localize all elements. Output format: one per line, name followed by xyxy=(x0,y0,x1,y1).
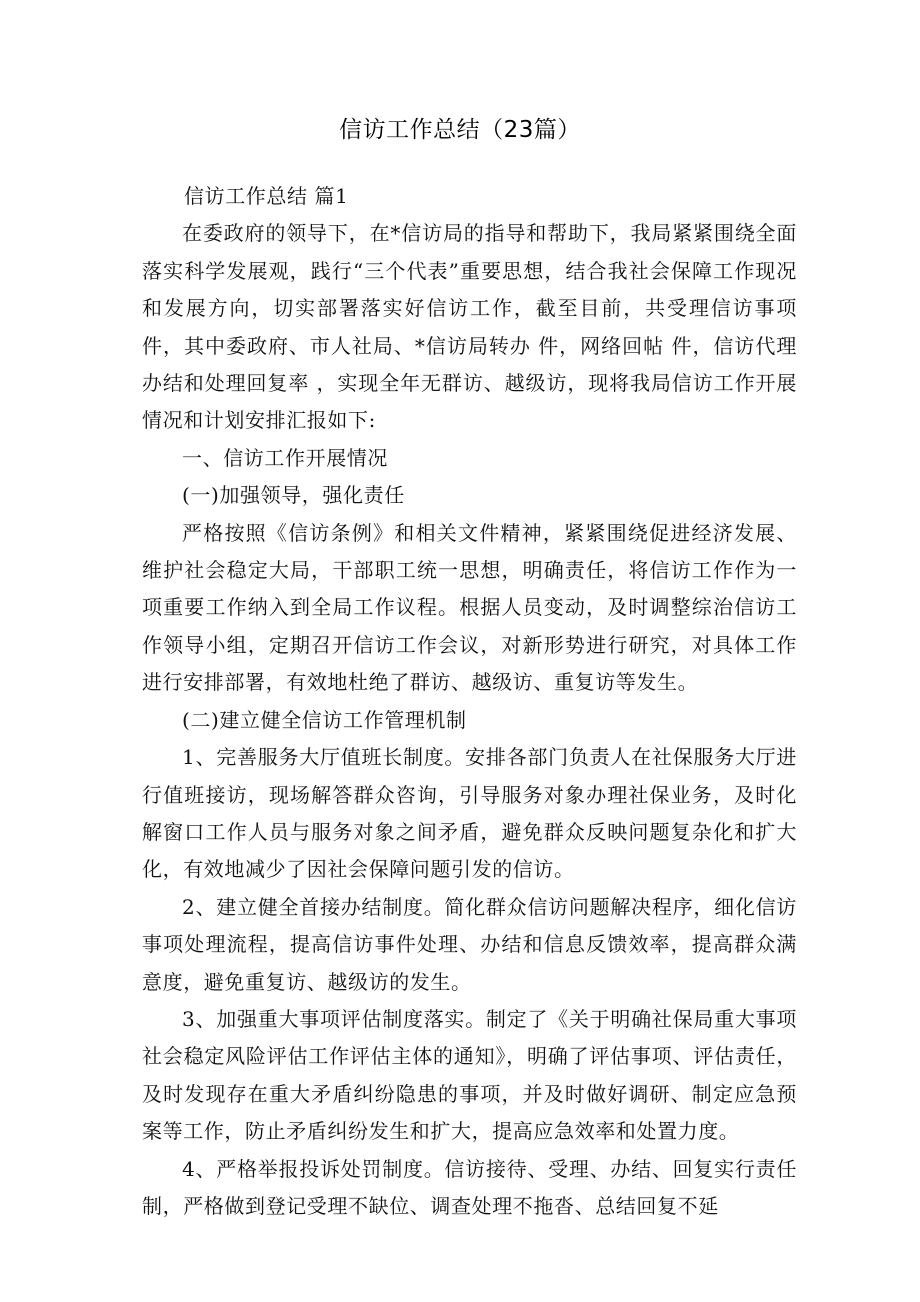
body-paragraph: 1、完善服务大厅值班长制度。安排各部门负责人在社保服务大厅进行值班接访，现场解答群众咨询，引导服务对象办理社保业务，及时化解窗口工作人员与服务对象之间矛盾，避免群众反映问题复杂化和扩大化，有效地减少了因社会保障问题引发的信访。 xyxy=(142,745,797,882)
body-paragraph: 严格按照《信访条例》和相关文件精神，紧紧围绕促进经济发展、维护社会稳定大局，干部职工统一思想，明确责任，将信访工作作为一项重要工作纳入到全局工作议程。根据人员变动，及时调整综治信访工作领导小组，定期召开信访工作会议，对新形势进行研究，对具体工作进行安排部署，有效地杜绝了群访、越级访、重复访等发生。 xyxy=(142,520,797,695)
subsection-heading: (一)加强领导，强化责任 xyxy=(182,483,405,508)
body-paragraph: 在委政府的领导下，在*信访局的指导和帮助下，我局紧紧围绕全面落实科学发展观，践行“三个代表”重要思想，结合我社会保障工作现况和发展方向，切实部署落实好信访工作，截至目前，共受理信访事项 件，其中委政府、市人社局、*信访局转办 件，网络回帖 件，信访代理办结和处理回复率 ，实现全年无群访、越级访，现将我局信访工作开展情况和计划安排汇报如下: xyxy=(142,221,797,433)
section-heading: 一、信访工作开展情况 xyxy=(182,445,388,470)
subsection-heading: (二)建立健全信访工作管理机制 xyxy=(182,707,467,732)
document-title: 信访工作总结（23篇） xyxy=(339,117,581,143)
body-paragraph: 3、加强重大事项评估制度落实。制定了《关于明确社保局重大事项社会稳定风险评估工作评估主体的通知》，明确了评估事项、评估责任，及时发现存在重大矛盾纠纷隐患的事项，并及时做好调研、制定应急预案等工作，防止矛盾纠纷发生和扩大，提高应急效率和处置力度。 xyxy=(142,1006,797,1144)
document-body xyxy=(142,178,797,1225)
body-paragraph: 4、严格举报投诉处罚制度。信访接待、受理、办结、回复实行责任制，严格做到登记受理不缺位、调查处理不拖沓、总结回复不延 xyxy=(142,1156,797,1218)
body-paragraph: 2、建立健全首接办结制度。简化群众信访问题解决程序，细化信访事项处理流程，提高信访事件处理、办结和信息反馈效率，提高群众满意度，避免重复访、越级访的发生。 xyxy=(142,894,797,994)
section-heading: 信访工作总结 篇1 xyxy=(184,184,349,208)
